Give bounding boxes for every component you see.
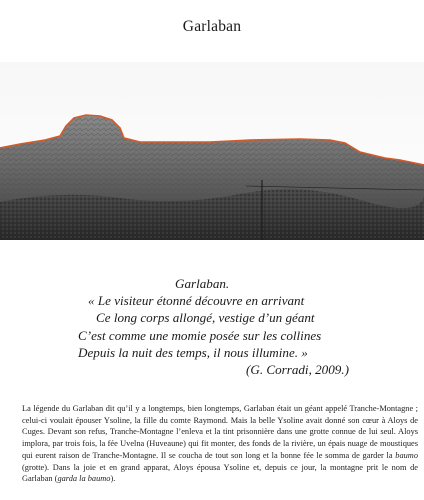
poem-line: C’est comme une momie posée sur les collines (78, 328, 322, 343)
mountain-photo (0, 62, 424, 240)
page-title: Garlaban (182, 18, 242, 35)
poem-line: Garlaban. (175, 276, 230, 291)
poem-line: Depuis la nuit des temps, il nous illumine. » (78, 345, 308, 360)
poem-line: (G. Corradi, 2009.) (246, 362, 349, 377)
legend-paragraph: La légende du Garlaban dit qu’il y a longtemps, bien longtemps, Garlaban était un géant appelé Tranche-Montagne ; celui-ci voulait épouser Ysoline, la fille du comte Raymond. Mais la belle Ysoline avait donné son cœur à Aloys de Cuges. Devant son refus, Tranche-Montagne l’enleva et la tint prisonnière dans une grotte connue de lui seul. Aloys implora, par trois fois, la fée Uvelna (Huveaune) qui fit monter, des fonds de la rivière, un épais nuage de moustiques qui eurent raison de Tranche-Montagne. Il se coucha de tout son long et la bonne fée le somma de garder la baumo (grotte). Dans la joie et en grand apparat, Aloys épousa Ysoline et, depuis ce jour, la montagne prit le nom de Garlaban (garda la baumo). (22, 404, 418, 484)
poem-line: Ce long corps allongé, vestige d’un géant (96, 310, 315, 325)
poem-line: « Le visiteur étonné découvre en arrivant (88, 293, 305, 308)
